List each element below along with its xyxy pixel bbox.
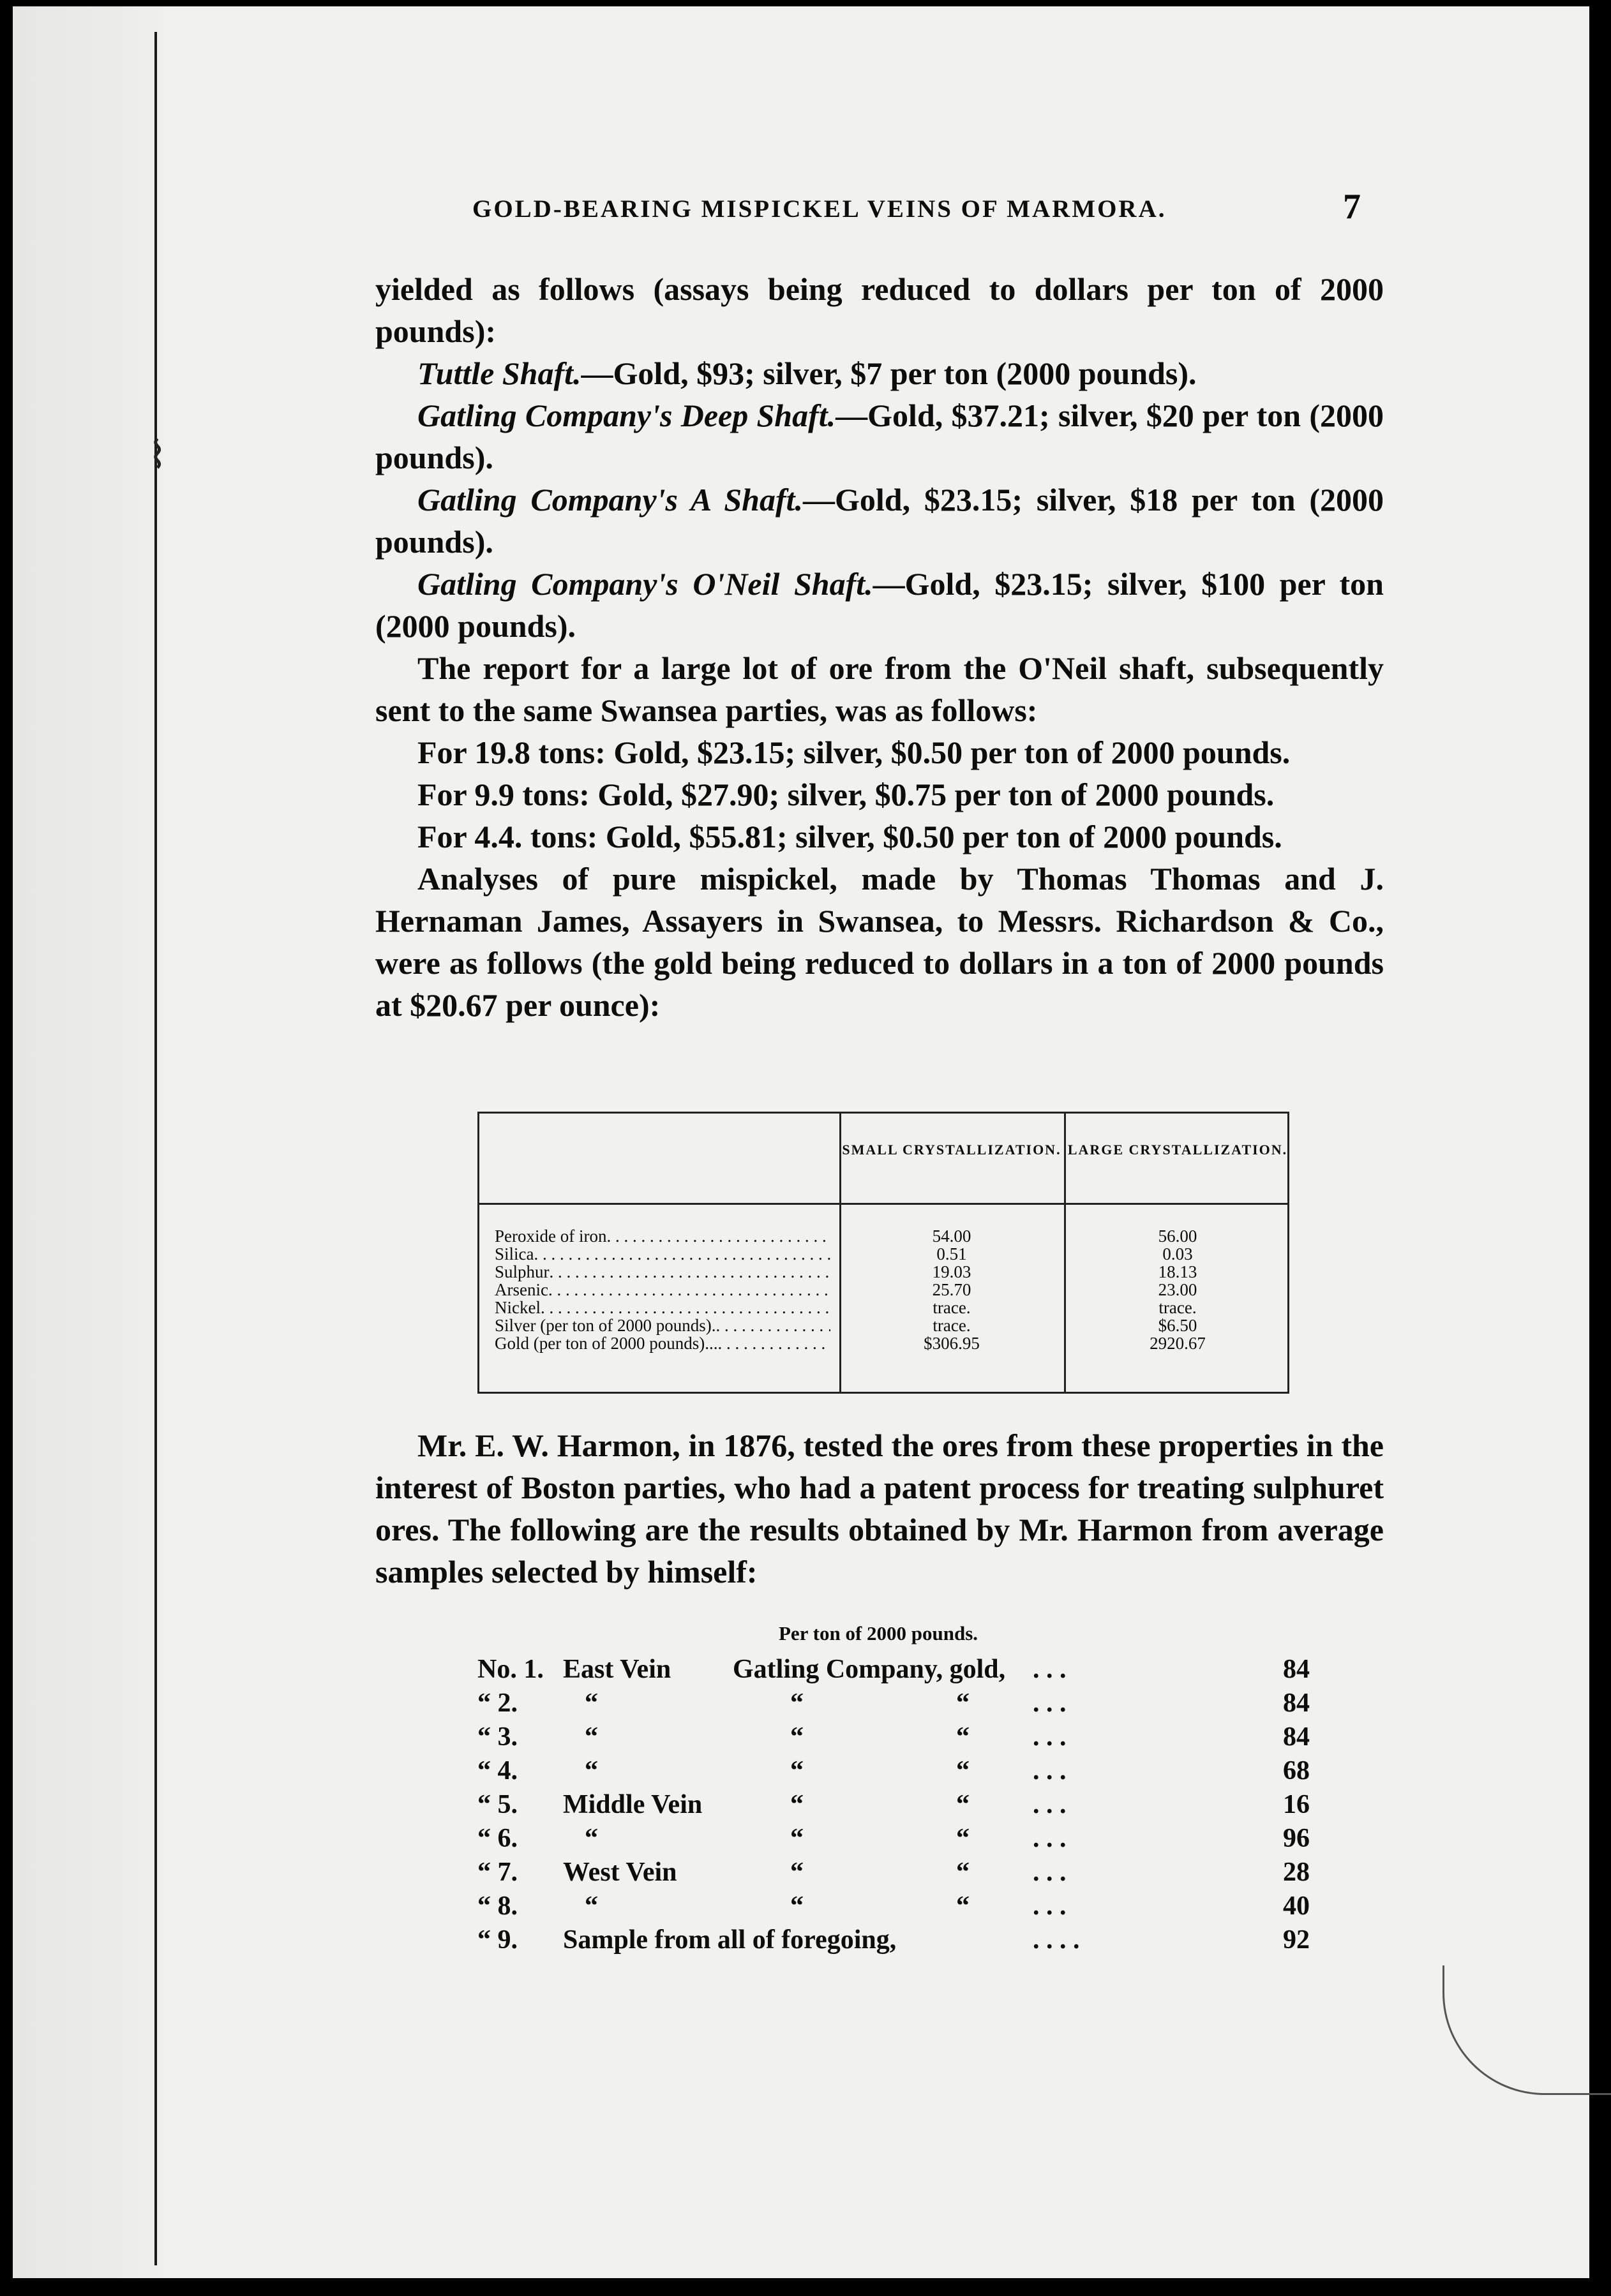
binding-edge-line (154, 32, 157, 2265)
list-vein: “ (585, 1891, 598, 1921)
list-cents: 68 (1283, 1756, 1310, 1785)
list-dots: . . . (1033, 1790, 1067, 1819)
large-value: 18.13 (1158, 1262, 1197, 1281)
paragraph: Gatling Company's A Shaft.—Gold, $23.15; silver, $18 per ton (2000 pounds). (375, 482, 1384, 560)
shaft-name: Tuttle Shaft. (417, 355, 581, 391)
list-dots: . . . (1033, 1824, 1067, 1853)
list-no: “ 4. (477, 1756, 518, 1785)
list-c1: “ (790, 1891, 804, 1921)
list-c1: “ (790, 1688, 804, 1718)
list-vein: Middle Vein (563, 1790, 703, 1819)
list-c1: “ (790, 1790, 804, 1819)
list-c2: “ (956, 1790, 970, 1819)
list-cents: 84 (1283, 1655, 1310, 1684)
margin-mark: ⌇ (148, 434, 167, 476)
paragraph: Gatling Company's Deep Shaft.—Gold, $37.21; silver, $20 per ton (2000 pounds). (375, 398, 1384, 475)
paragraph: Gatling Company's O'Neil Shaft.—Gold, $23.15; silver, $100 per ton (2000 pounds). (375, 566, 1384, 644)
table-large-column (1066, 1114, 1289, 1392)
list-c2: “ (956, 1858, 970, 1887)
leader-dots (606, 1227, 830, 1245)
row-label: Sulphur (495, 1262, 550, 1281)
list-c2: “ (956, 1891, 970, 1921)
list-no: “ 3. (477, 1722, 518, 1752)
list-cents: 16 (1283, 1790, 1310, 1819)
table-label-column (479, 1114, 841, 1392)
list-cents: 40 (1283, 1891, 1310, 1921)
small-value: 54.00 (932, 1226, 971, 1246)
leader-dots (534, 1245, 831, 1263)
list-dots: . . . (1033, 1891, 1067, 1921)
table-row-label (495, 1299, 830, 1316)
list-vein: “ (585, 1824, 598, 1853)
list-dots: . . . (1033, 1722, 1067, 1752)
large-value: 56.00 (1158, 1226, 1197, 1246)
list-dots: . . . (1033, 1655, 1067, 1684)
paragraph: For 19.8 tons: Gold, $23.15; silver, $0.50 per ton of 2000 pounds. (417, 734, 1291, 770)
list-c2: “ (956, 1756, 970, 1785)
paragraph: Mr. E. W. Harmon, in 1876, tested the ores from these properties in the interest of Boston parties, who had a patent process for treating sulphuret ores. The following are the results obtained by Mr. Harmon from average samples selected by himself: (375, 1428, 1384, 1590)
column-header-small: SMALL CRYSTALLIZATION. (842, 1142, 1061, 1158)
list-dots: . . . (1033, 1688, 1067, 1718)
list-vein: “ (585, 1688, 598, 1718)
list-no: “ 9. (477, 1925, 518, 1955)
small-value: 0.51 (936, 1244, 967, 1264)
analysis-table (477, 1112, 1289, 1394)
row-label: Peroxide of iron (495, 1226, 607, 1246)
shaft-name: Gatling Company's Deep Shaft. (417, 398, 836, 433)
leader-dots (548, 1281, 830, 1299)
table-row-label (495, 1316, 830, 1334)
paragraph: For 9.9 tons: Gold, $27.90; silver, $0.75 per ton of 2000 pounds. (417, 777, 1275, 812)
large-value: 2920.67 (1150, 1334, 1206, 1353)
list-dots: . . . . (1033, 1925, 1080, 1955)
large-value: trace. (1158, 1298, 1197, 1317)
scanned-page (13, 6, 1589, 2278)
list-vein: East Vein (563, 1655, 671, 1684)
table-small-column (839, 1114, 1066, 1392)
leader-dots (716, 1316, 830, 1334)
row-label: Nickel (495, 1298, 541, 1317)
leader-dots (717, 1334, 830, 1352)
list-dots: . . . (1033, 1756, 1067, 1785)
paragraph: The report for a large lot of ore from the O'Neil shaft, subsequently sent to the same Swansea parties, was as follows: (375, 650, 1384, 728)
small-value: 25.70 (932, 1280, 971, 1299)
row-label: Silica (495, 1244, 534, 1264)
list-cents: 96 (1283, 1824, 1310, 1853)
list-cents: 84 (1283, 1688, 1310, 1718)
list-c2: “ (956, 1688, 970, 1718)
list-c2: “ (956, 1824, 970, 1853)
running-title: GOLD-BEARING MISPICKEL VEINS OF MARMORA. (472, 195, 1167, 223)
list-vein: “ (585, 1756, 598, 1785)
list-no: “ 2. (477, 1688, 518, 1718)
shaft-name: Gatling Company's O'Neil Shaft. (417, 566, 873, 602)
list-no: “ 7. (477, 1858, 518, 1887)
large-value: 23.00 (1158, 1280, 1197, 1299)
list-c1: “ (790, 1858, 804, 1887)
column-header-large: LARGE CRYSTALLIZATION. (1067, 1142, 1288, 1158)
paragraph: Tuttle Shaft.—Gold, $93; silver, $7 per ton (2000 pounds). (417, 355, 1197, 391)
list-no: “ 5. (477, 1790, 518, 1819)
list-cents: 92 (1283, 1925, 1310, 1955)
table-row-label (495, 1334, 830, 1352)
table-row-label (495, 1281, 830, 1299)
paragraph: yielded as follows (assays being reduced to dollars per ton of 2000 pounds): (375, 271, 1384, 349)
small-value: $306.95 (924, 1334, 980, 1353)
page-number: 7 (1343, 187, 1361, 227)
list-c1: “ (790, 1756, 804, 1785)
row-label: Gold (per ton of 2000 pounds)... (495, 1334, 718, 1353)
list-c1: “ (790, 1722, 804, 1752)
list-vein: West Vein (563, 1858, 677, 1887)
list-company: Gatling Company, gold, (733, 1655, 1006, 1684)
list-cents: 84 (1283, 1722, 1310, 1752)
list-dots: . . . (1033, 1858, 1067, 1887)
shaft-name: Gatling Company's A Shaft. (417, 482, 803, 518)
table-row-label (495, 1245, 830, 1263)
small-value: 19.03 (932, 1262, 971, 1281)
page-edge-curve (1442, 1965, 1611, 2095)
paragraph: For 4.4. tons: Gold, $55.81; silver, $0.50 per ton of 2000 pounds. (417, 819, 1282, 854)
list-c1: “ (790, 1824, 804, 1853)
body-text-top (375, 268, 1384, 1026)
leader-dots (541, 1299, 830, 1316)
small-value: trace. (933, 1316, 971, 1335)
list-cents: 28 (1283, 1858, 1310, 1887)
list-no: No. 1. (477, 1655, 544, 1684)
body-text-bottom (375, 1424, 1384, 1593)
large-value: $6.50 (1158, 1316, 1197, 1335)
table-row-label (495, 1227, 830, 1245)
binding-gutter (13, 6, 163, 2278)
large-value: 0.03 (1162, 1244, 1193, 1264)
paragraph: Analyses of pure mispickel, made by Thomas Thomas and J. Hernaman James, Assayers in Swansea, to Messrs. Richardson & Co., were as follows (the gold being reduced to dollars in a ton of 2000 pounds at $20.67 per ounce): (375, 861, 1384, 1023)
list-caption: Per ton of 2000 pounds. (779, 1622, 978, 1644)
list-vein: Sample from all of foregoing, (563, 1925, 897, 1955)
row-label: Arsenic (495, 1280, 548, 1299)
small-value: trace. (933, 1298, 971, 1317)
row-label: Silver (per ton of 2000 pounds). (495, 1316, 716, 1335)
list-no: “ 6. (477, 1824, 518, 1853)
table-row-label (495, 1263, 830, 1281)
leader-dots (550, 1263, 830, 1281)
list-c2: “ (956, 1722, 970, 1752)
list-vein: “ (585, 1722, 598, 1752)
list-no: “ 8. (477, 1891, 518, 1921)
